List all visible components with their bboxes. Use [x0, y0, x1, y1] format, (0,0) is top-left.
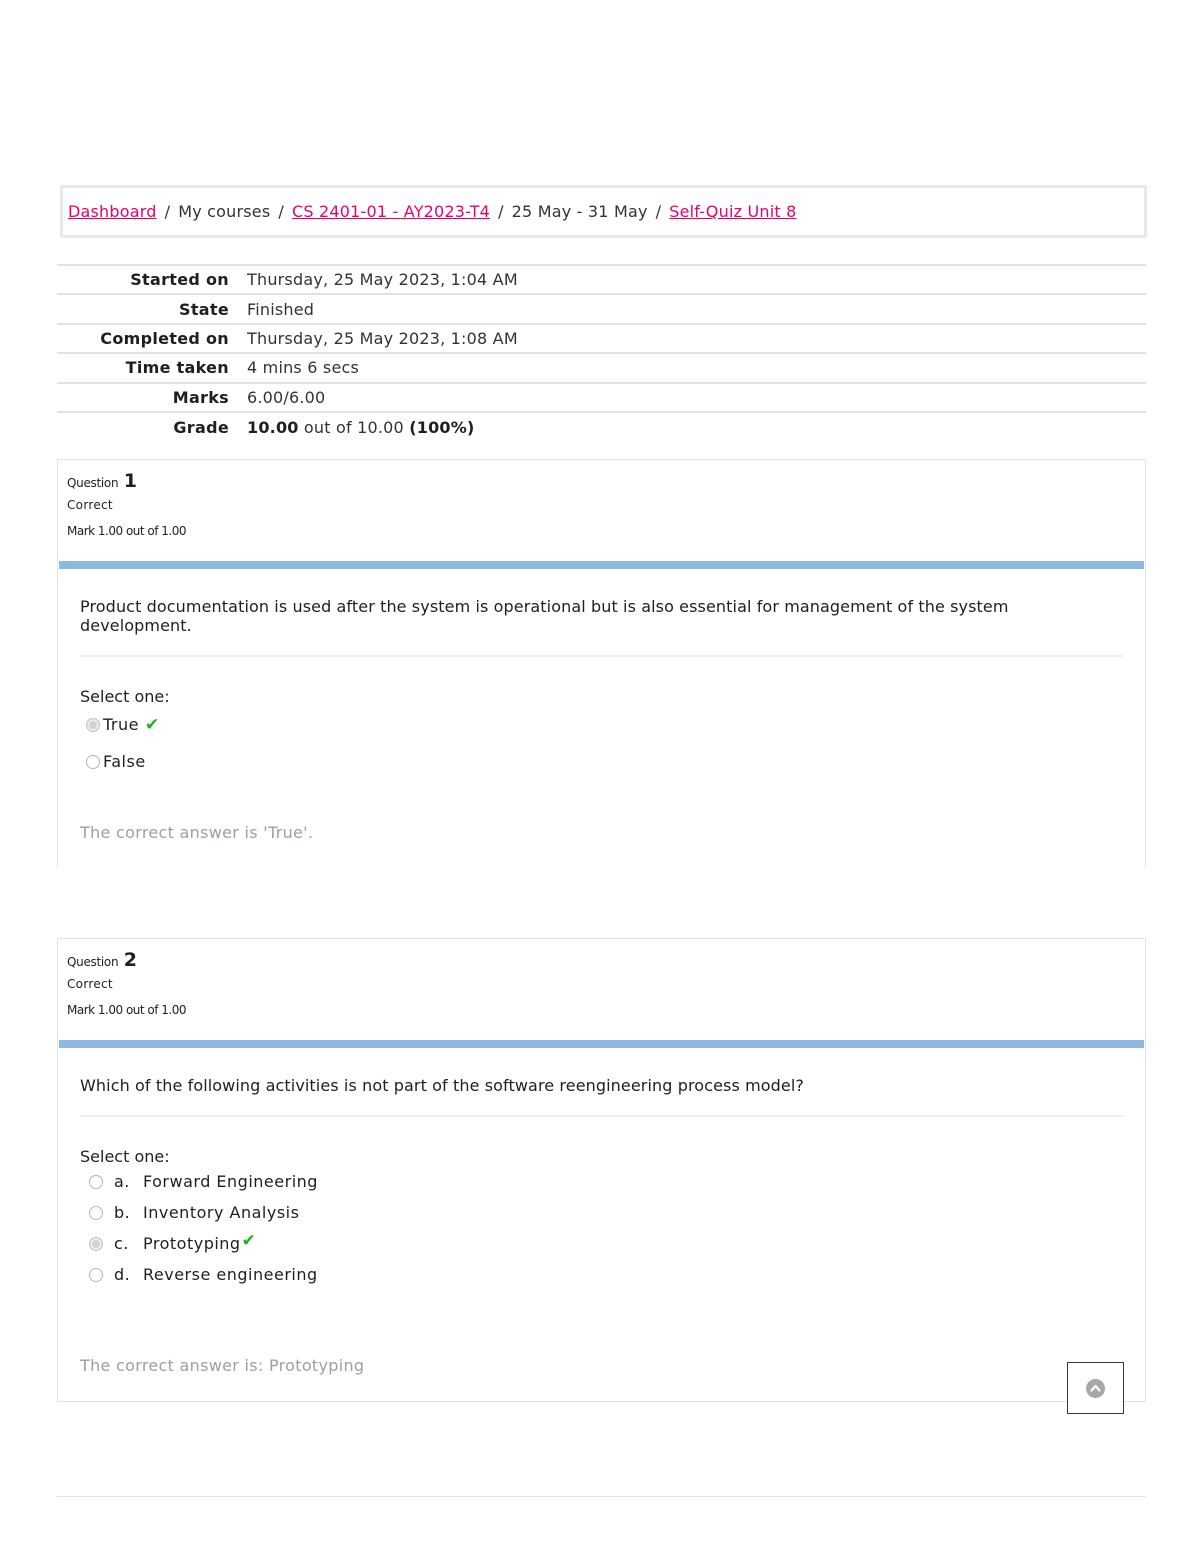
- footer-divider: [57, 1496, 1146, 1497]
- breadcrumb-dashboard-link[interactable]: Dashboard: [68, 202, 157, 221]
- state-label: State: [179, 299, 229, 319]
- breadcrumb-separator: /: [278, 202, 284, 221]
- answer-option-a[interactable]: [89, 1166, 1123, 1197]
- answer-options: [80, 1166, 1123, 1290]
- scroll-to-top-button[interactable]: [1067, 1362, 1124, 1414]
- summary-row-time: [57, 353, 1146, 382]
- question-state: Correct: [67, 498, 113, 512]
- answer-label: Reverse engineering: [143, 1265, 318, 1284]
- started-on-value: Thursday, 25 May 2023, 1:04 AM: [247, 270, 518, 290]
- summary-row-grade: [57, 412, 1146, 441]
- marks-value: 6.00/6.00: [247, 387, 326, 407]
- radio-option-a[interactable]: [89, 1175, 103, 1189]
- radio-option-c-selected[interactable]: [89, 1237, 103, 1251]
- question-divider-bar: [59, 1040, 1144, 1048]
- question-divider-bar: [59, 561, 1144, 569]
- question-number-value: 1: [123, 470, 137, 492]
- question-label: Question: [67, 955, 119, 969]
- answer-label: False: [103, 752, 146, 771]
- question-mark: Mark 1.00 out of 1.00: [67, 1003, 187, 1017]
- breadcrumb: [60, 185, 1147, 238]
- question-formulation: [58, 569, 1145, 780]
- question-info: [58, 939, 1145, 1040]
- completed-on-label: Completed on: [100, 328, 229, 348]
- answer-option-true[interactable]: [86, 706, 1123, 743]
- answer-options: [80, 706, 1123, 780]
- breadcrumb-quiz-link[interactable]: Self-Quiz Unit 8: [669, 202, 797, 221]
- check-icon: ✔: [144, 714, 160, 735]
- select-one-prompt: Select one:: [80, 687, 170, 706]
- breadcrumb-my-courses: My courses: [178, 202, 271, 221]
- question-text: Product documentation is used after the system is operational but is also essential for management of the system development.: [80, 597, 1123, 657]
- question-number-value: 2: [123, 949, 137, 971]
- grade-score: 10.00: [247, 417, 299, 437]
- answer-option-d[interactable]: [89, 1259, 1123, 1290]
- option-letter: c.: [114, 1234, 129, 1253]
- question-number: [67, 470, 1145, 492]
- question-number: [67, 949, 1145, 971]
- summary-row-started: [57, 265, 1146, 294]
- radio-option-b[interactable]: [89, 1206, 103, 1220]
- correct-answer-feedback: The correct answer is: Prototyping: [80, 1356, 365, 1375]
- correct-answer-feedback: The correct answer is 'True'.: [80, 823, 314, 842]
- summary-row-marks: [57, 383, 1146, 412]
- quiz-summary-table: [57, 264, 1146, 441]
- completed-on-value: Thursday, 25 May 2023, 1:08 AM: [247, 328, 518, 348]
- select-one-prompt: Select one:: [80, 1147, 170, 1166]
- answer-label: Inventory Analysis: [143, 1203, 300, 1222]
- question-mark: Mark 1.00 out of 1.00: [67, 524, 187, 538]
- state-value: Finished: [247, 299, 315, 319]
- time-taken-value: 4 mins 6 secs: [247, 358, 360, 378]
- question-state: Correct: [67, 977, 113, 991]
- answer-option-false[interactable]: [86, 743, 1123, 780]
- summary-row-state: [57, 294, 1146, 323]
- breadcrumb-separator: /: [498, 202, 504, 221]
- breadcrumb-separator: /: [655, 202, 662, 221]
- answer-option-b[interactable]: [89, 1197, 1123, 1228]
- grade-percent: (100%): [409, 417, 475, 437]
- question-formulation: [58, 1048, 1145, 1290]
- radio-true-selected[interactable]: [86, 718, 100, 732]
- time-taken-label: Time taken: [125, 358, 229, 378]
- question-label: Question: [67, 476, 119, 490]
- check-icon: ✔: [241, 1230, 257, 1251]
- radio-false[interactable]: [86, 755, 100, 769]
- question-info: [58, 460, 1145, 561]
- grade-label: Grade: [173, 417, 229, 437]
- breadcrumb-course-link[interactable]: CS 2401-01 - AY2023-T4: [291, 202, 491, 221]
- summary-row-completed: [57, 324, 1146, 353]
- started-on-label: Started on: [130, 270, 229, 290]
- breadcrumb-section: 25 May - 31 May: [511, 202, 648, 221]
- grade-out-of: out of 10.00: [303, 417, 404, 437]
- question-card: [57, 459, 1146, 868]
- answer-label: Forward Engineering: [143, 1172, 318, 1191]
- answer-label: Prototyping: [143, 1234, 241, 1253]
- option-letter: d.: [114, 1265, 131, 1284]
- answer-label: True: [103, 715, 139, 734]
- option-letter: b.: [114, 1203, 131, 1222]
- grade-value: [229, 412, 1146, 441]
- option-letter: a.: [114, 1172, 130, 1191]
- question-text: Which of the following activities is not part of the software reengineering process model?: [80, 1076, 1123, 1117]
- breadcrumb-separator: /: [164, 202, 171, 221]
- answer-option-c[interactable]: [89, 1228, 1123, 1259]
- radio-option-d[interactable]: [89, 1268, 103, 1282]
- chevron-up-circle-icon: [1086, 1379, 1105, 1398]
- question-card: [57, 938, 1146, 1402]
- marks-label: Marks: [172, 387, 229, 407]
